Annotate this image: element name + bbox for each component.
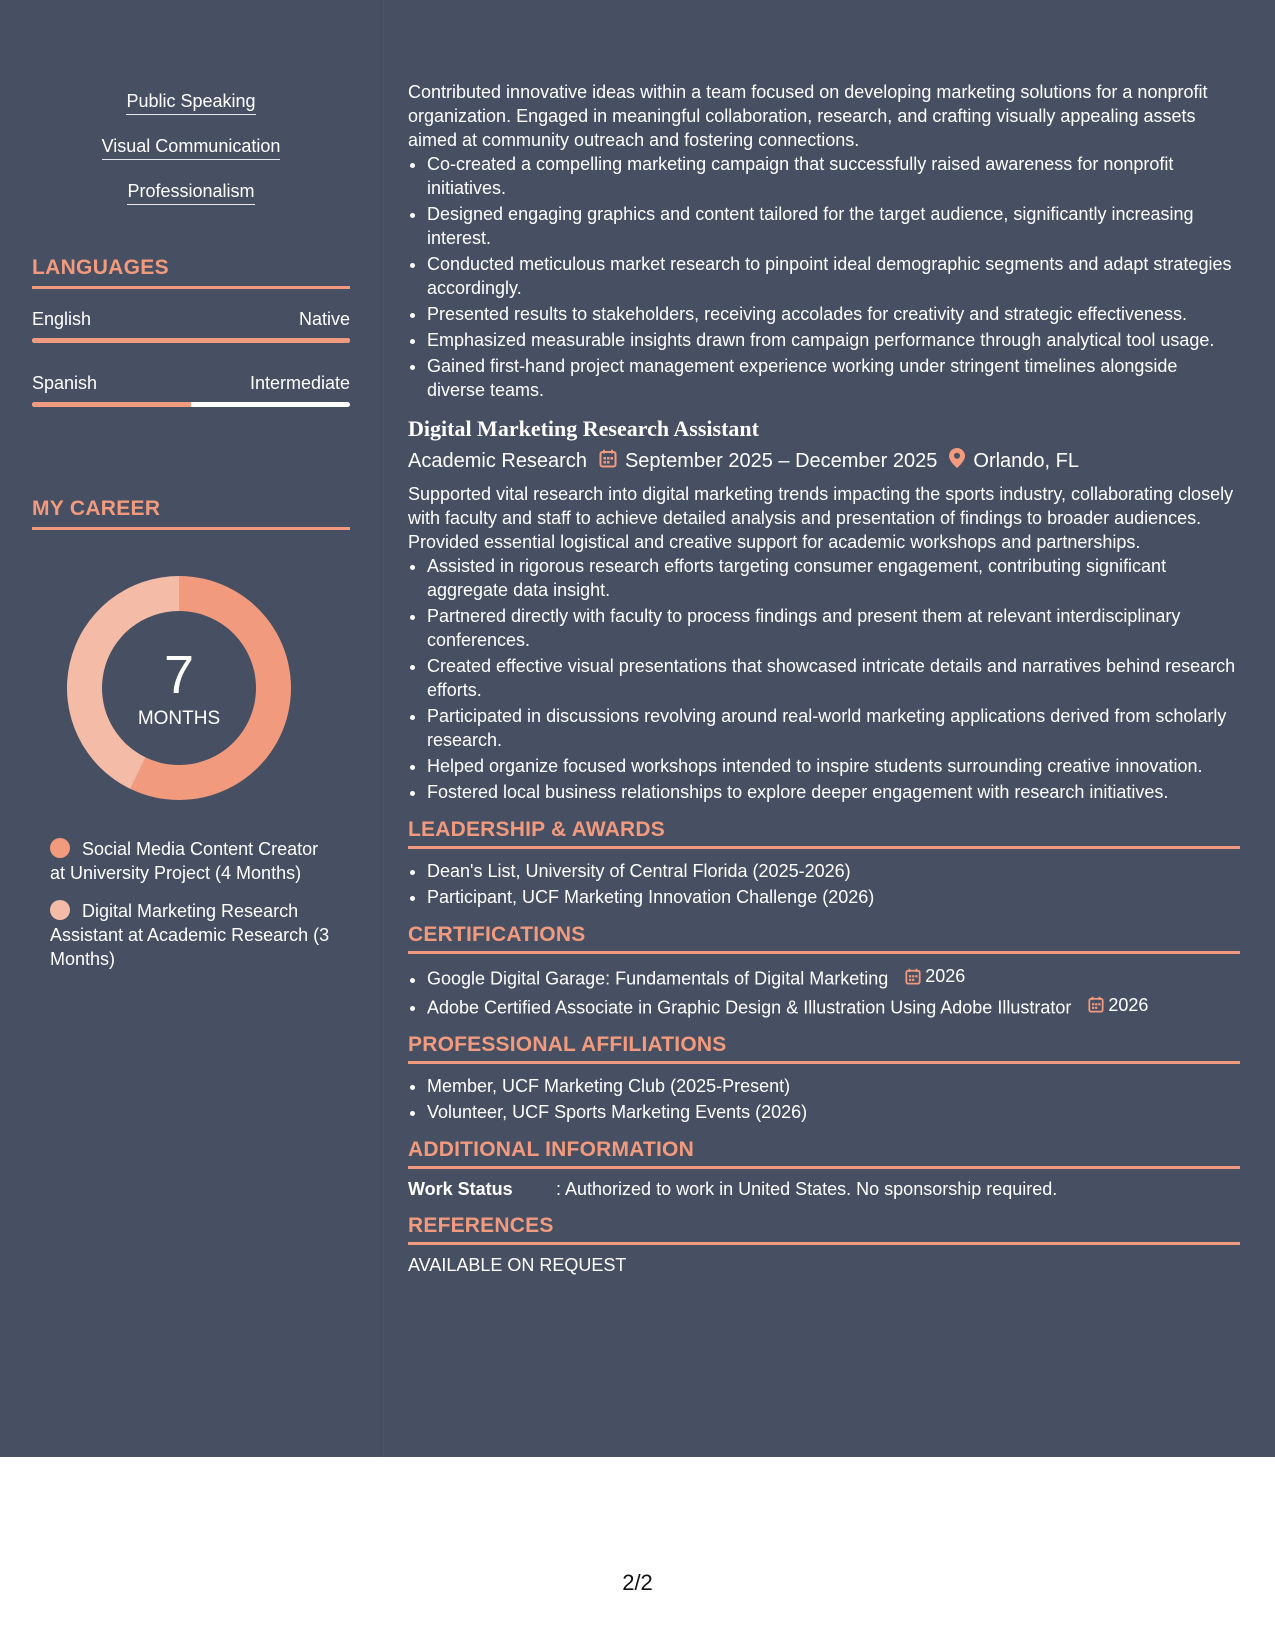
affiliations-heading: PROFESSIONAL AFFILIATIONS xyxy=(408,1033,1240,1064)
skill-item: Visual Communication xyxy=(102,134,281,160)
legend-item xyxy=(50,837,330,885)
job-location: Orlando, FL xyxy=(973,449,1079,472)
languages-heading: LANGUAGES xyxy=(32,256,350,289)
certifications-list xyxy=(408,964,1240,1019)
bullet-item: • Assisted in rigorous research efforts targeting consumer engagement, contributing significant aggregate data insight. xyxy=(427,554,1240,602)
bullet-item: • Co-created a compelling marketing campaign that successfully raised awareness for nonprofit initiatives. xyxy=(427,152,1240,200)
job-bullets xyxy=(408,152,1240,402)
language-proficiency-fill xyxy=(32,338,350,343)
language-proficiency-fill xyxy=(32,402,191,407)
bullet-item: • Presented results to stakeholders, receiving accolades for creativity and strategic effectiveness. xyxy=(427,302,1240,326)
location-pin-icon xyxy=(949,448,965,474)
job-meta xyxy=(408,448,1240,474)
language-name: English xyxy=(32,309,92,329)
certification-year: 2026 xyxy=(1108,994,1149,1015)
language-level: Native xyxy=(298,309,350,329)
bullet-item: • Emphasized measurable insights drawn from campaign performance through analytical tool usage. xyxy=(427,328,1240,352)
work-status-row xyxy=(408,1179,1240,1200)
skill-item: Public Speaking xyxy=(126,89,255,115)
references-text: AVAILABLE ON REQUEST xyxy=(408,1255,627,1275)
certification-name: Google Digital Garage: Fundamentals of Digital Marketing xyxy=(427,968,889,989)
certification-item xyxy=(427,993,1240,1020)
job-description: Supported vital research into digital marketing trends impacting the sports industry, collaborating closely with faculty and staff to achieve detailed analysis and presentation of findings to broader audiences. Provided essential logistical and creative support for academic workshops and partnerships. xyxy=(408,484,1234,552)
language-level: Intermediate xyxy=(249,373,350,393)
page-number: 2/2 xyxy=(622,1570,653,1595)
work-status-value: : Authorized to work in United States. No sponsorship required. xyxy=(556,1179,1058,1199)
bullet-item: • Participated in discussions revolving around real-world marketing applications derived from scholarly research. xyxy=(427,704,1240,752)
leadership-list xyxy=(408,859,1240,909)
career-donut-chart xyxy=(66,575,292,801)
career-section xyxy=(32,497,350,530)
bullet-item: • Gained first-hand project management experience working under stringent timelines alongside diverse teams. xyxy=(427,354,1240,402)
bullet-item: • Member, UCF Marketing Club (2025-Present) xyxy=(427,1074,1240,1098)
bullet-item: • Fostered local business relationships to explore deeper engagement with research initiatives. xyxy=(427,780,1240,804)
affiliations-list xyxy=(408,1074,1240,1124)
references-heading: REFERENCES xyxy=(408,1214,1240,1245)
bullet-item: • Designed engaging graphics and content tailored for the target audience, significantly increasing interest. xyxy=(427,202,1240,250)
job-description: Contributed innovative ideas within a team focused on developing marketing solutions for a nonprofit organization. Engaged in meaningful collaboration, research, and crafting visually appealing assets aimed at community outreach and fostering connections. xyxy=(408,82,1208,150)
certification-year-group xyxy=(905,964,965,988)
bullet-item: • Participant, UCF Marketing Innovation Challenge (2026) xyxy=(427,885,1240,909)
language-name: Spanish xyxy=(32,373,98,393)
skill-item: Professionalism xyxy=(127,179,254,205)
main-content xyxy=(408,80,1240,1276)
career-total-value: 7 xyxy=(163,645,195,705)
sidebar xyxy=(0,0,384,1457)
bullet-item: • Partnered directly with faculty to process findings and present them at relevant interdisciplinary conferences. xyxy=(427,604,1240,652)
certification-name: Adobe Certified Associate in Graphic Design & Illustration Using Adobe Illustrator xyxy=(427,997,1072,1017)
certification-year-group xyxy=(1088,993,1148,1017)
bullet-item: • Conducted meticulous market research to pinpoint ideal demographic segments and adapt strategies accordingly. xyxy=(427,252,1240,300)
bullet-item: • Created effective visual presentations that showcased intricate details and narratives behind research efforts. xyxy=(427,654,1240,702)
career-total-unit: MONTHS xyxy=(137,708,221,729)
legend-item xyxy=(50,899,330,971)
job-bullets xyxy=(408,554,1240,804)
skills-list xyxy=(32,89,350,224)
legend-label: Digital Marketing Research Assistant at Academic Research (3 Months) xyxy=(50,901,330,969)
languages-section xyxy=(32,256,350,407)
language-row xyxy=(32,309,350,330)
bullet-item: • Dean's List, University of Central Florida (2025-2026) xyxy=(427,859,1240,883)
calendar-icon xyxy=(905,968,921,985)
language-proficiency-bar xyxy=(32,402,350,407)
bullet-item: • Helped organize focused workshops intended to inspire students surrounding creative innovation. xyxy=(427,754,1240,778)
donut-center xyxy=(66,575,292,801)
bullet-item: • Volunteer, UCF Sports Marketing Events (2026) xyxy=(427,1100,1240,1124)
calendar-icon xyxy=(1088,996,1104,1013)
career-heading: MY CAREER xyxy=(32,497,350,530)
career-legend xyxy=(50,837,330,985)
job-company: Academic Research xyxy=(408,449,587,472)
legend-label: Social Media Content Creator at University Project (4 Months) xyxy=(50,839,319,883)
leadership-heading: LEADERSHIP & AWARDS xyxy=(408,818,1240,849)
legend-dot-icon xyxy=(50,838,70,858)
job-title: Digital Marketing Research Assistant xyxy=(408,416,759,441)
certifications-heading: CERTIFICATIONS xyxy=(408,923,1240,954)
calendar-icon xyxy=(599,449,617,474)
work-status-label: Work Status xyxy=(408,1179,513,1199)
language-row xyxy=(32,373,350,394)
certification-item xyxy=(427,964,1240,991)
language-proficiency-bar xyxy=(32,338,350,343)
additional-info-heading: ADDITIONAL INFORMATION xyxy=(408,1138,1240,1169)
job-dates: September 2025 – December 2025 xyxy=(624,449,938,472)
certification-year: 2026 xyxy=(925,966,966,986)
legend-dot-icon xyxy=(50,900,70,920)
